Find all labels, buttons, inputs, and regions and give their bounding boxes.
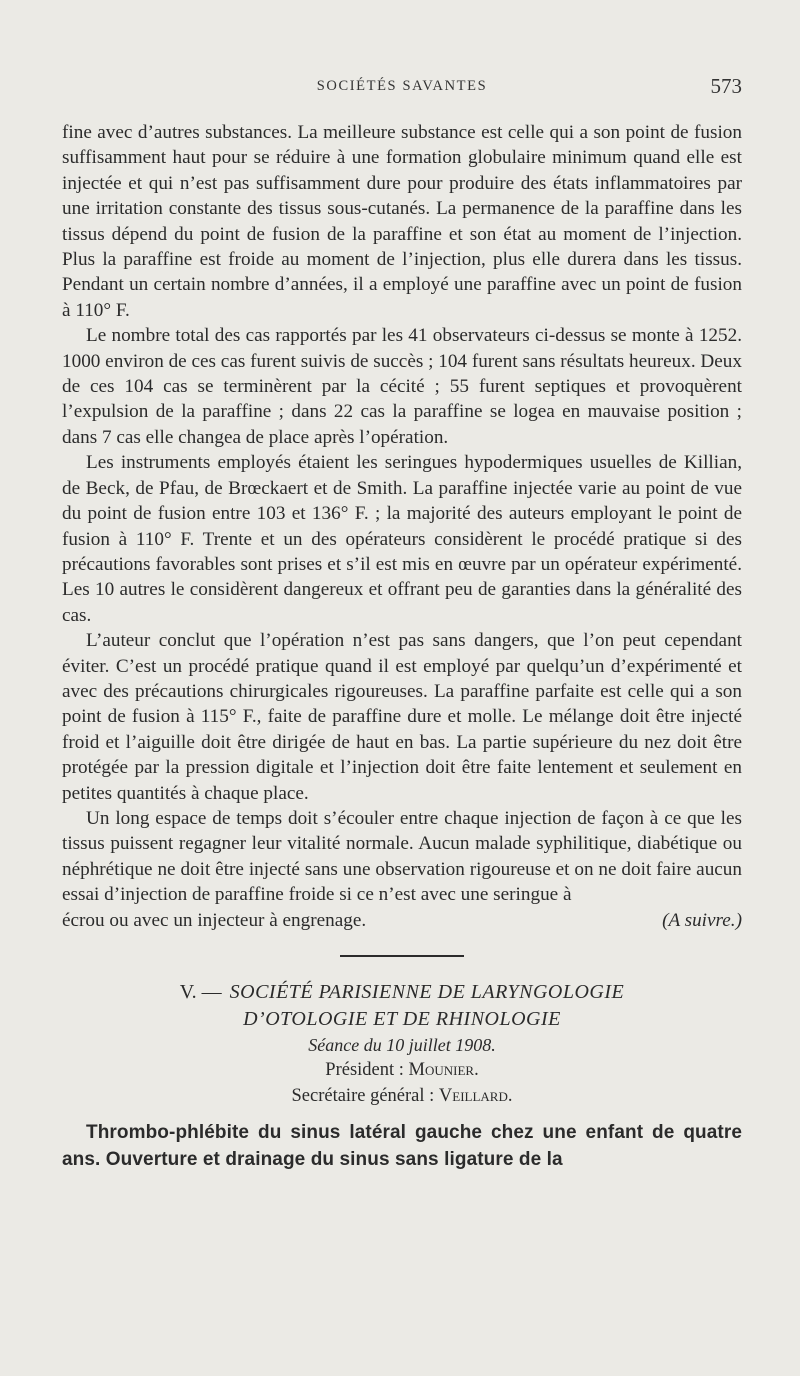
continued-note: (A suivre.) <box>662 909 742 931</box>
body-text <box>62 120 742 1173</box>
president-line <box>62 1057 742 1083</box>
secretary-line <box>62 1083 742 1109</box>
article-title: Thrombo-phlébite du sinus latéral gauche chez une enfant de quatre ans. Ouverture et drainage du sinus sans ligature de la <box>62 1122 742 1170</box>
page-header <box>62 74 742 104</box>
paragraph: fine avec d’autres substances. La meilleure substance est celle qui a son point de fusion suffisamment haut pour se réduire à une formation globulaire minimum quand elle est injectée et qui n’est pas suffisamment dure pour produire des états inflammatoires par une irritation constante des tissus sous-cutanés. La permanence de la paraffine dans les tissus dépend du point de fusion de la paraffine et son état au moment de l’injection. Plus la paraffine est froide au moment de l’injection, plus elle durera dans les tissus. Pendant un certain nombre d’années, il a employé une paraffine avec un point de fusion à 110° F. <box>62 122 742 321</box>
president-label: Président : <box>325 1060 404 1080</box>
paragraph: Un long espace de temps doit s’écouler entre chaque injection de façon à ce que les tissus puissent regagner leur vitalité normale. Aucun malade syphilitique, diabétique ou néphrétique ne doit être injecté sans une observation rigoureuse et on ne doit faire aucun essai d’injection de paraffine froide si ce n’est avec une seringue à <box>62 807 742 906</box>
last-line-text: écrou ou avec un injecteur à engrenage. <box>62 909 367 931</box>
section-title-line2: D’OTOLOGIE ET DE RHINOLOGIE <box>243 1008 561 1030</box>
section-heading <box>62 979 742 1006</box>
secretary-label: Secrétaire général : <box>291 1086 435 1106</box>
meeting-date: Séance du 10 juillet 1908. <box>308 1035 496 1055</box>
paragraph: Les instruments employés étaient les seringues hypodermiques usuelles de Killian, de Beck, de Pfau, de Brœckaert et de Smith. La paraffine injectée varie au point de vue du point de fusion entre 103 et 136° F. ; la majorité des auteurs employant le point de fusion à 110° F. Trente et un des opérateurs considèrent le procédé pratique si des précautions favorables sont prises et s’il est mis en œuvre par un opérateur expérimenté. Les 10 autres le considèrent dangereux et offrant peu de garanties dans la généralité des cas. <box>62 452 742 626</box>
paragraph: L’auteur conclut que l’opération n’est pas sans dangers, que l’on peut cependant éviter. C’est un procédé pratique quand il est employé par quelqu’un d’expérimenté et avec des précautions chirurgicales rigoureuses. La paraffine parfaite est celle qui a son point de fusion à 115° F., faite de paraffine dure et molle. Le mélange doit être injecté froid et l’aiguille doit être dirigée de haut en bas. La partie supérieure du nez doit être protégée par la pression digitale et l’injection doit être faite lentement et seulement en petites quantités à chaque place. <box>62 630 742 804</box>
secretary-name: Veillard. <box>438 1086 513 1106</box>
running-title: SOCIÉTÉS SAVANTES <box>316 78 488 94</box>
page-number: 573 <box>710 74 742 98</box>
section-number: V. — <box>179 981 222 1003</box>
section-heading-2 <box>62 1006 742 1033</box>
paragraph: Le nombre total des cas rapportés par les 41 observateurs ci-dessus se monte à 1252. 1000 environ de ces cas furent suivis de succès ; 104 furent sans résultats heureux. Deux de ces 104 cas se terminèrent par la cécité ; 55 furent septiques et provoquèrent l’expulsion de la paraffine ; dans 22 cas la paraffine se logea en mauvaise position ; dans 7 cas elle changea de place après l’opération. <box>62 325 742 448</box>
paragraph-last-line <box>62 908 742 933</box>
section-title-line1: SOCIÉTÉ PARISIENNE DE LARYNGOLOGIE <box>229 981 625 1003</box>
president-name: Mounier. <box>408 1060 479 1080</box>
section-divider <box>340 955 464 957</box>
